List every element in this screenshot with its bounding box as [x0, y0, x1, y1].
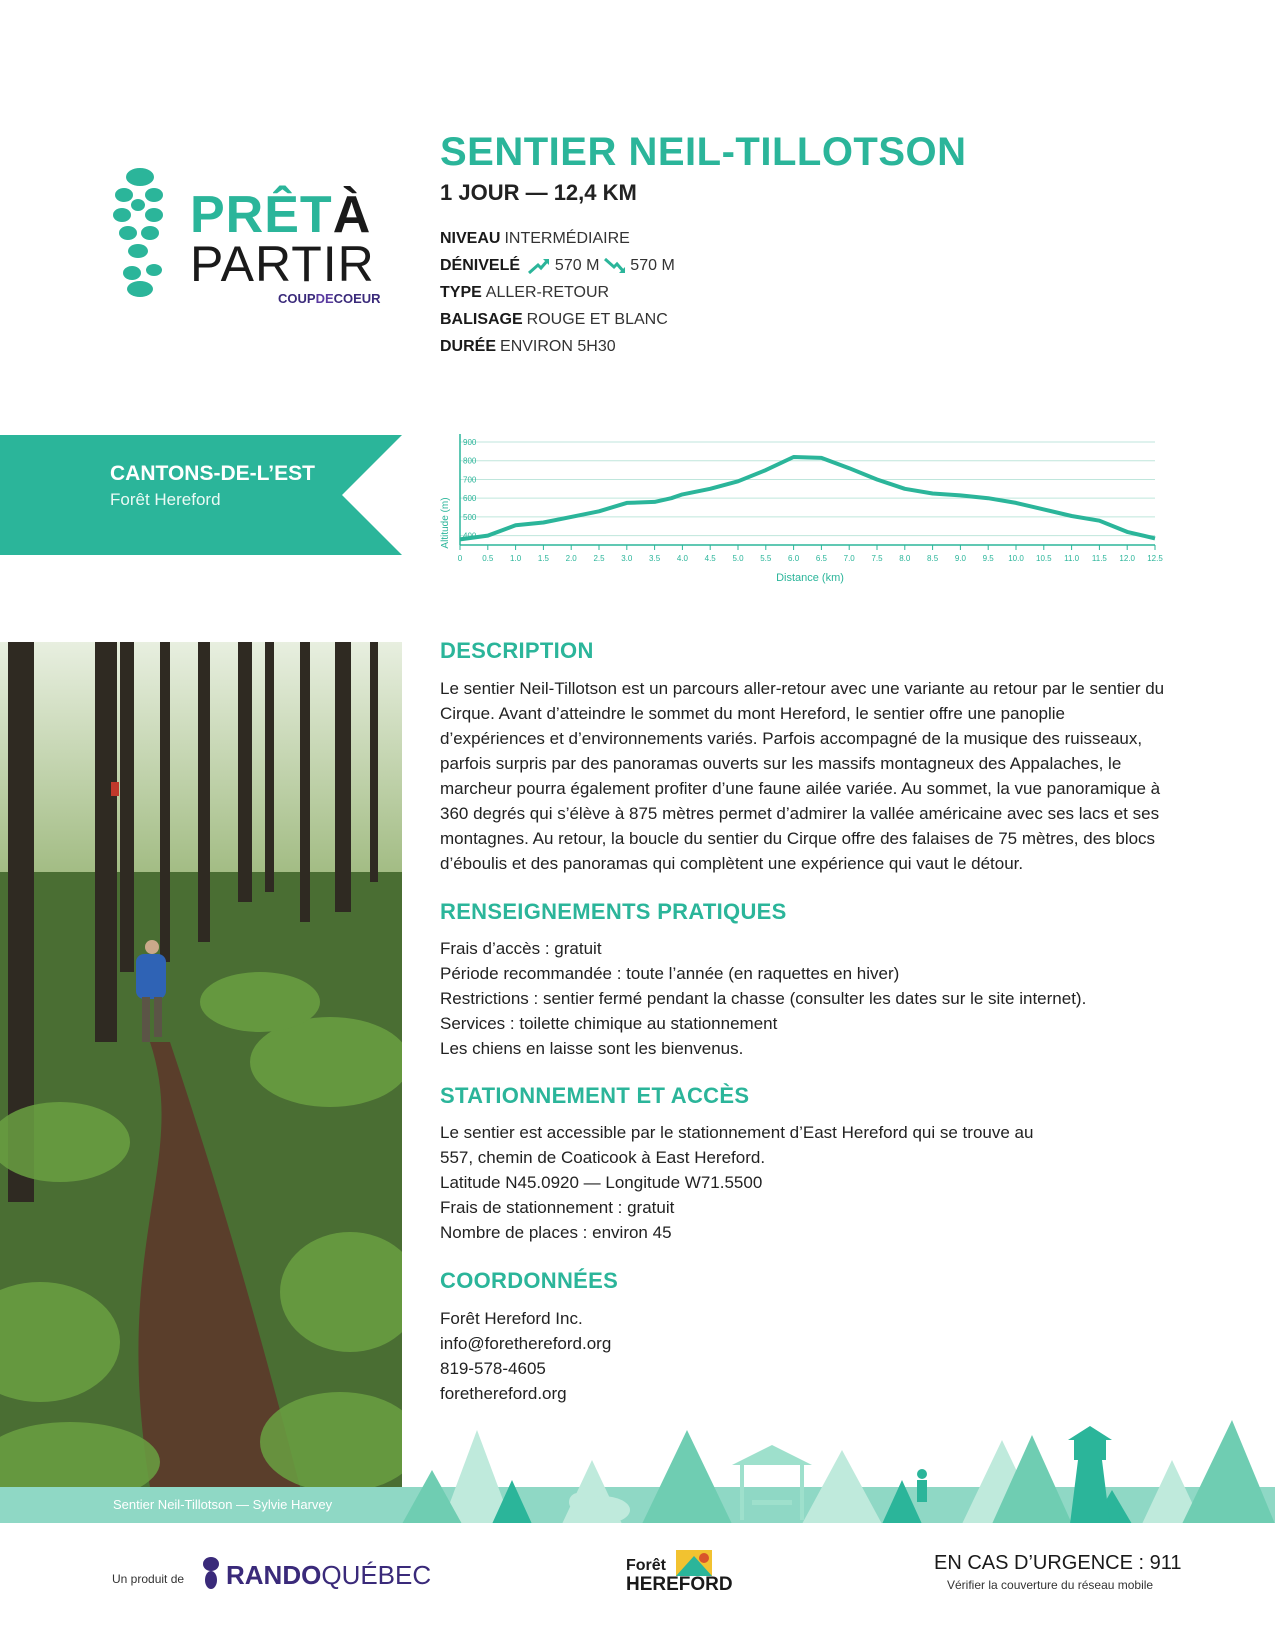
chart-x-tick-label: 5.0 — [732, 554, 744, 563]
duree-label: DURÉE — [440, 338, 497, 355]
chart-x-tick-label: 0 — [457, 554, 463, 563]
region-name: CANTONS-DE-L’EST — [110, 462, 315, 485]
description-text: Le sentier Neil-Tillotson est un parcours aller-retour avec une variante au retour par le sentier du Cirque. Avant d’atteindre le sommet du mont Hereford, le sentier offre une panoplie d’expériences et d’environnements variés. Parfois accompagné de la musique des ruisseaux, parfois surpris par des panoramas ouverts sur les massifs montagneux des Appalaches, le marcheur pourra également profiter d’une faune ailée variée. Au sommet, la vue panoramique à 360 degrés qui s’élève à 875 mètres permet d’admirer la vallée américaine avec ses lacs et ses montagnes. Au retour, la boucle du sentier du Cirque offre des falaises de 75 mètres, des blocs d’éboulis et des panoramas qui complètent une expérience qui vaut le détour. — [440, 679, 1165, 873]
rando-quebec-footprint-icon — [200, 1556, 222, 1592]
chart-x-tick-label: 5.5 — [760, 554, 772, 563]
chart-x-tick-label: 4.5 — [704, 554, 716, 563]
renseignements-line: Restrictions : sentier fermé pendant la chasse (consulter les dates sur le site internet). — [440, 989, 1087, 1008]
pret-a-partir-logo — [110, 165, 410, 315]
balisage-value: ROUGE ET BLANC — [526, 311, 668, 328]
chart-x-tick-label: 2.5 — [593, 554, 605, 563]
chart-y-tick-label: 500 — [463, 512, 477, 522]
trail-title: SENTIER NEIL-TILLOTSON — [440, 130, 967, 174]
description-heading: DESCRIPTION — [440, 638, 594, 663]
organization-name: Forêt Hereford Inc. — [440, 1309, 583, 1328]
rando-light: QUÉBEC — [321, 1560, 432, 1590]
duree-value: ENVIRON 5H30 — [500, 338, 616, 355]
chart-x-tick-label: 3.5 — [649, 554, 661, 563]
produit-label: Un produit de — [112, 1572, 185, 1586]
logo-word-partir: PARTIR — [190, 236, 375, 292]
stationnement-list — [440, 1120, 1033, 1245]
chart-x-tick-label: 3.0 — [621, 554, 633, 563]
chart-x-tick-label: 12.0 — [1119, 554, 1135, 563]
logo-coup-de-coeur — [278, 291, 381, 306]
chart-x-tick-label: 11.0 — [1064, 554, 1080, 563]
meta-duree — [440, 338, 616, 356]
foret-hereford-line2: HEREFORD — [626, 1574, 733, 1595]
niveau-value: INTERMÉDIAIRE — [504, 230, 630, 247]
renseignements-line: Services : toilette chimique au stationnement — [440, 1014, 778, 1033]
chart-y-tick-label: 700 — [463, 475, 477, 485]
meta-denivele — [440, 257, 675, 275]
renseignements-heading: RENSEIGNEMENTS PRATIQUES — [440, 899, 787, 924]
niveau-label: NIVEAU — [440, 230, 501, 247]
chart-x-label: Distance (km) — [776, 572, 844, 584]
logo-de: DE — [315, 291, 334, 306]
chart-x-tick-label: 8.5 — [927, 554, 939, 563]
type-value: ALLER-RETOUR — [485, 284, 610, 301]
stationnement-line: Frais de stationnement : gratuit — [440, 1198, 675, 1217]
renseignements-line: Période recommandée : toute l’année (en raquettes en hiver) — [440, 964, 900, 983]
coordonnees-list — [440, 1306, 611, 1406]
trail-subtitle: 1 JOUR — 12,4 KM — [440, 180, 637, 205]
rando-bold: RANDO — [226, 1560, 322, 1590]
denivele-up: 570 M — [554, 257, 600, 274]
chart-x-tick-label: 8.0 — [899, 554, 911, 563]
logo-word-pret: PRÊT — [190, 186, 333, 244]
chart-x-tick-label: 6.0 — [788, 554, 800, 563]
chart-x-tick-label: 1.0 — [510, 554, 522, 563]
footer-landscape — [402, 1410, 1275, 1524]
renseignements-line: Frais d’accès : gratuit — [440, 939, 602, 958]
photo-caption: Sentier Neil-Tillotson — Sylvie Harvey — [113, 1497, 333, 1512]
renseignements-list — [440, 936, 1086, 1061]
chart-y-tick-label: 600 — [463, 494, 477, 504]
chart-y-label: Altitude (m) — [440, 497, 451, 549]
hiker-figure-icon — [917, 1469, 927, 1502]
chart-x-tick-label: 2.0 — [565, 554, 577, 563]
logo-coeur: COEUR — [333, 291, 381, 306]
elevation-chart — [435, 430, 1175, 590]
denivele-down: 570 M — [630, 257, 675, 274]
chart-x-tick-label: 12.5 — [1147, 554, 1163, 563]
chart-x-tick-label: 1.5 — [537, 554, 549, 563]
chart-x-tick-label: 9.5 — [982, 554, 994, 563]
meta-balisage — [440, 311, 668, 329]
logo-coup: COUP — [278, 291, 316, 306]
region-place: Forêt Hereford — [110, 490, 221, 509]
email-link[interactable]: info@forethereford.org — [440, 1334, 612, 1353]
chart-x-tick-label: 10.5 — [1036, 554, 1052, 563]
chart-x-tick-label: 7.0 — [843, 554, 855, 563]
trail-photo — [0, 642, 402, 1487]
denivele-label: DÉNIVELÉ — [440, 257, 521, 274]
chart-x-tick-label: 11.5 — [1091, 554, 1107, 563]
meta-niveau — [440, 230, 630, 248]
footprint-icon — [110, 165, 190, 305]
chart-y-tick-label: 800 — [463, 456, 477, 466]
stationnement-line: Latitude N45.0920 — Longitude W71.5500 — [440, 1173, 763, 1192]
emergency-number: EN CAS D’URGENCE : 911 — [934, 1552, 1182, 1574]
phone-number[interactable]: 819-578-4605 — [440, 1359, 546, 1378]
logo-word-a: À — [332, 186, 372, 244]
chart-x-tick-label: 0.5 — [482, 554, 494, 563]
stationnement-line: 557, chemin de Coaticook à East Hereford. — [440, 1148, 766, 1167]
chart-y-tick-label: 400 — [463, 531, 477, 541]
stationnement-heading: STATIONNEMENT ET ACCÈS — [440, 1083, 750, 1108]
descent-arrow-icon — [604, 258, 626, 274]
chart-x-tick-label: 10.0 — [1008, 554, 1024, 563]
chart-x-tick-label: 6.5 — [815, 554, 827, 563]
renseignements-line: Les chiens en laisse sont les bienvenus. — [440, 1039, 744, 1058]
stationnement-line: Nombre de places : environ 45 — [440, 1223, 672, 1242]
lighthouse-icon — [1068, 1426, 1112, 1524]
emergency-note: Vérifier la couverture du réseau mobile — [947, 1578, 1154, 1592]
chart-x-tick-label: 7.5 — [871, 554, 883, 563]
chart-x-ticks — [458, 545, 1164, 563]
stationnement-line: Le sentier est accessible par le stationnement d’East Hereford qui se trouve au — [440, 1123, 1034, 1142]
foret-hereford-line1: Forêt — [626, 1557, 666, 1574]
type-label: TYPE — [440, 284, 482, 301]
balisage-label: BALISAGE — [440, 311, 523, 328]
rando-quebec-logo — [226, 1560, 431, 1591]
chart-y-tick-label: 900 — [463, 438, 477, 447]
ascent-arrow-icon — [528, 258, 550, 274]
website-link[interactable]: forethereford.org — [440, 1384, 567, 1403]
coordonnees-heading: COORDONNÉES — [440, 1268, 619, 1293]
meta-type — [440, 284, 609, 302]
chart-x-tick-label: 9.0 — [954, 554, 966, 563]
chart-y-ticks — [463, 438, 477, 541]
chart-x-tick-label: 4.0 — [676, 554, 688, 563]
